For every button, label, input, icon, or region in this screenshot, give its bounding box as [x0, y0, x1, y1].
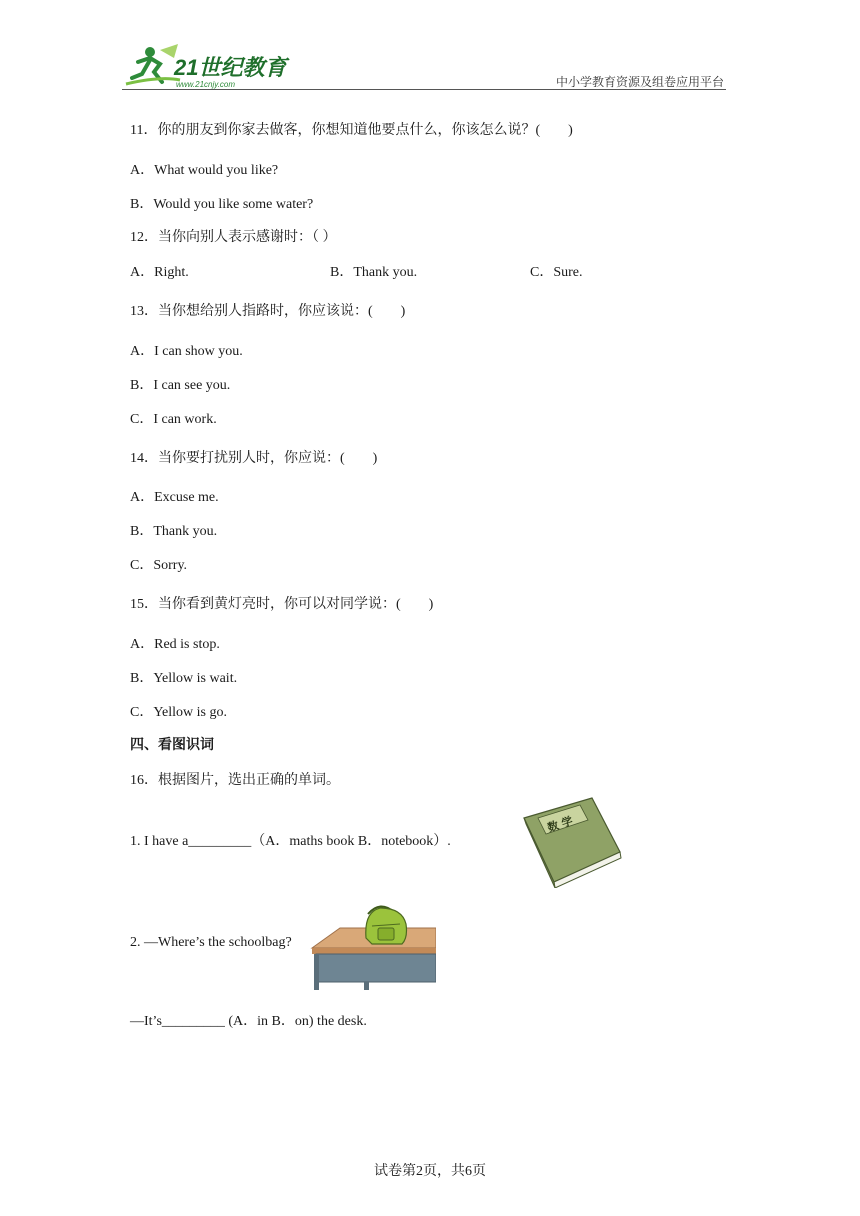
- maths-book-image: [520, 796, 624, 888]
- question-11-stem: 11．你的朋友到你家去做客，你想知道他要点什么，你该怎么说？( ): [130, 123, 573, 138]
- question-12-option-a[interactable]: A．Right.: [130, 265, 189, 280]
- question-15-option-c[interactable]: C．Yellow is go.: [130, 705, 227, 720]
- question-11-option-a[interactable]: A．What would you like?: [130, 163, 279, 178]
- question-15-stem: 15．当你看到黄灯亮时，你可以对同学说：( ): [130, 597, 434, 612]
- logo-21cnjy: [120, 40, 300, 90]
- question-15-option-a[interactable]: A．Red is stop.: [130, 637, 220, 652]
- question-12-option-b[interactable]: B．Thank you.: [330, 265, 418, 280]
- question-14-stem: 14．当你要打扰别人时，你应说：( ): [130, 451, 378, 466]
- schoolbag-icon: [366, 906, 407, 944]
- section-4-title: 四、看图识词: [130, 738, 214, 753]
- question-16-item-2: 2. —Where’s the schoolbag?: [130, 935, 292, 950]
- runner-icon: [126, 44, 180, 84]
- question-13-option-c[interactable]: C．I can work.: [130, 412, 217, 427]
- platform-name: 中小学教育资源及组卷应用平台: [555, 75, 724, 89]
- question-14-option-b[interactable]: B．Thank you.: [130, 524, 218, 539]
- question-15-option-b[interactable]: B．Yellow is wait.: [130, 671, 238, 686]
- page-header: [120, 40, 726, 92]
- logo-text: 21世纪教育: [174, 55, 287, 80]
- page-number: 试卷第2页，共6页: [374, 1164, 486, 1179]
- question-13-option-b[interactable]: B．I can see you.: [130, 378, 231, 393]
- book-cover-label: 数 学: [545, 814, 575, 835]
- logo-url: www.21cnjy.com: [176, 80, 235, 89]
- question-14-option-c[interactable]: C．Sorry.: [130, 558, 188, 573]
- schoolbag-on-desk-image: [310, 898, 436, 992]
- question-16-item-2-answer: —It’s_________ (A．in B．on) the desk.: [130, 1014, 367, 1029]
- question-14-option-a[interactable]: A．Excuse me.: [130, 490, 219, 505]
- question-13-stem: 13．当你想给别人指路时，你应该说：( ): [130, 304, 406, 319]
- question-13-option-a[interactable]: A．I can show you.: [130, 344, 243, 359]
- question-16-item-1: 1. I have a_________（A．maths book B．notebook）.: [130, 834, 451, 849]
- question-12-stem: 12．当你向别人表示感谢时：（ ）: [130, 230, 337, 245]
- question-16-stem: 16．根据图片，选出正确的单词。: [130, 773, 340, 788]
- header-divider: [122, 89, 726, 90]
- question-12-option-c[interactable]: C．Sure.: [530, 265, 583, 280]
- question-11-option-b[interactable]: B．Would you like some water?: [130, 197, 314, 212]
